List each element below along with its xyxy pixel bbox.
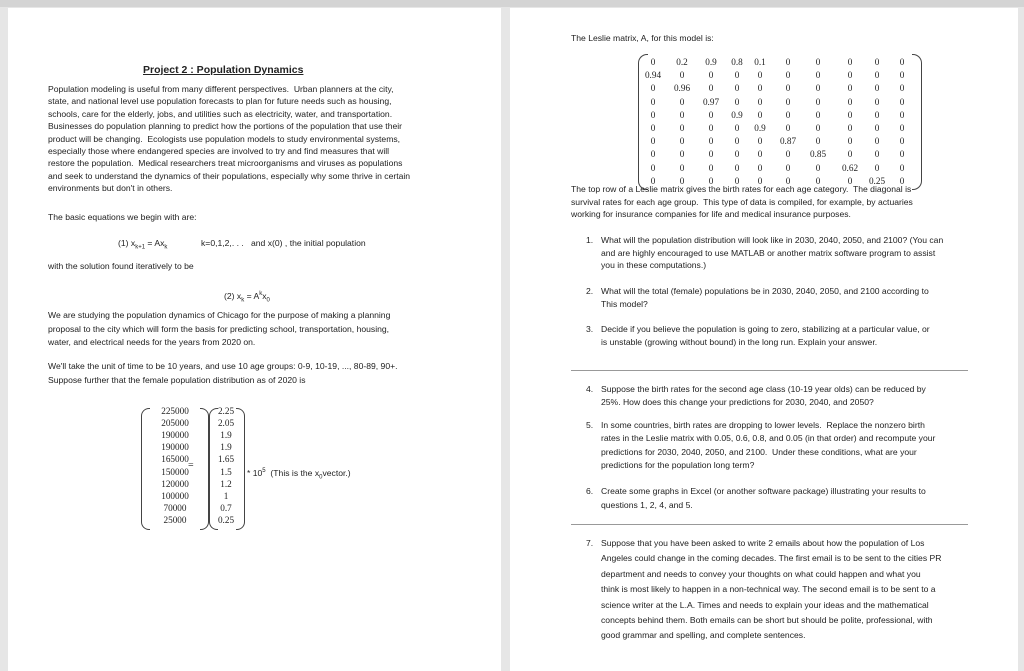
eq2-sub: k xyxy=(241,297,245,304)
matrix-cell: 0.8 xyxy=(731,57,743,67)
matrix-cell: 0.96 xyxy=(673,83,691,94)
matrix-cell: 0 xyxy=(815,175,821,186)
question-number: 5. xyxy=(586,420,594,430)
text-line: proposal to the city which will form the basis for predicting school, transportation, housing, xyxy=(48,323,390,334)
text-line: survival rates for each age group. This type of data is compiled, for example, by actuaries xyxy=(571,196,913,207)
question-line: science writer at the L.A. Times and needs to explain your ideas and the mathematical xyxy=(601,599,929,610)
matrix-cell: 0 xyxy=(757,175,763,186)
matrix-cell: 0 xyxy=(874,162,880,173)
question-line: good grammar and spelling, and complete sentences. xyxy=(601,630,806,641)
matrix-cell: 0 xyxy=(874,83,880,94)
scaled-vector-entry: 1.65 xyxy=(217,454,235,465)
matrix-cell: 0 xyxy=(734,175,740,186)
matrix-cell: 0 xyxy=(785,70,791,81)
scaled-vector-entry: 1.9 xyxy=(220,442,232,453)
question-line: is unstable (growing without bound) in the long run. Explain your answer. xyxy=(601,336,878,347)
vector-entry: 100000 xyxy=(161,490,189,501)
note-sub: 0 xyxy=(319,474,323,481)
matrix-cell: 0 xyxy=(815,83,821,94)
matrix-cell: 0 xyxy=(815,136,821,147)
question-line: In some countries, birth rates are dropping to lower levels. Replace the nonzero birth xyxy=(601,420,925,430)
question-line: Suppose that you have been asked to write 2 emails about how the population of Los xyxy=(601,538,925,548)
text-line: We'll take the unit of time to be 10 years, and use 10 age groups: 0-9, 10-19, ..., 80-89, 90+. xyxy=(48,361,398,371)
matrix-cell: 0 xyxy=(815,109,821,120)
eq2-sub2: 0 xyxy=(266,297,270,304)
right-paren xyxy=(236,408,245,530)
matrix-cell: 0 xyxy=(757,162,763,173)
text-line: water, and electrical needs for the years from 2020 on. xyxy=(48,337,256,347)
right-paren xyxy=(200,408,209,530)
matrix-cell: 0.9 xyxy=(705,57,717,67)
question-number: 7. xyxy=(586,538,594,548)
matrix-cell: 0 xyxy=(734,96,740,107)
matrix-cell: 0 xyxy=(899,96,905,107)
matrix-cell: 0.9 xyxy=(731,109,743,120)
scaled-vector-entry: 1.2 xyxy=(220,478,232,489)
note-text: (This is the x xyxy=(270,467,320,478)
matrix-cell: 0 xyxy=(899,162,905,173)
matrix-cell: 0 xyxy=(874,123,880,133)
matrix-cell: 0 xyxy=(679,149,685,160)
matrix-cell: 0 xyxy=(679,136,685,147)
viewer-top-bar xyxy=(0,0,1024,7)
scaled-vector-entry: 1 xyxy=(223,490,229,501)
question-line: questions 1, 2, 4, and 5. xyxy=(601,499,693,510)
matrix-cell: 0 xyxy=(815,123,821,133)
question-line: predictions for the population long term? xyxy=(601,459,755,470)
scale-base: * 10 xyxy=(247,467,263,478)
vector-entry: 25000 xyxy=(163,514,187,525)
page-title: Project 2 : Population Dynamics xyxy=(143,64,304,76)
equation-1-condition: and x(0) , the initial population xyxy=(251,238,366,248)
matrix-cell: 0 xyxy=(874,109,880,120)
note-text-end: vector.) xyxy=(322,467,351,478)
matrix-cell: 0 xyxy=(815,162,821,173)
matrix-cell: 0 xyxy=(847,57,853,67)
question-line: 25%. How does this change your predictions for 2030, 2040, and 2050? xyxy=(601,396,874,407)
text-line: product will be changing. Ecologists use population models to study environmental systems, xyxy=(48,133,401,144)
matrix-cell: 0 xyxy=(899,149,905,160)
matrix-cell: 0 xyxy=(899,136,905,147)
matrix-intro: The Leslie matrix, A, for this model is: xyxy=(571,33,714,43)
left-paren xyxy=(141,408,150,530)
text-line: environments but don't in others. xyxy=(48,183,173,194)
matrix-cell: 0 xyxy=(650,83,656,94)
basic-equations-intro: The basic equations we begin with are: xyxy=(48,212,197,222)
eq1-sub2: k xyxy=(164,244,168,251)
question-line: you in these computations.) xyxy=(601,260,707,270)
matrix-cell: 0 xyxy=(708,109,714,120)
matrix-cell: 0.1 xyxy=(754,57,766,67)
matrix-cell: 0 xyxy=(785,57,791,67)
eq2-mid: = A xyxy=(244,290,260,301)
matrix-cell: 0 xyxy=(708,70,714,81)
matrix-cell: 0 xyxy=(899,57,905,67)
matrix-cell: 0.9 xyxy=(754,123,766,133)
matrix-cell: 0 xyxy=(899,70,905,81)
equation-2 xyxy=(224,289,270,307)
matrix-cell: 0 xyxy=(874,96,880,107)
matrix-cell: 0 xyxy=(679,162,685,173)
matrix-cell: 0 xyxy=(650,57,656,67)
matrix-cell: 0 xyxy=(785,162,791,173)
text-line: Businesses do population planning to predict how the portions of the population that use their xyxy=(48,121,403,132)
eq1-label: (1) x xyxy=(118,238,136,248)
matrix-cell: 0 xyxy=(874,57,880,67)
equals-sign: = xyxy=(188,460,194,471)
question-line: rates in the Leslie matrix with 0.05, 0.6, 0.8, and 0.05 (in that order) and recompute your xyxy=(601,433,936,444)
question-line: Create some graphs in Excel (or another software package) illustrating your results to xyxy=(601,486,926,496)
eq2-x: x xyxy=(262,290,267,301)
matrix-cell: 0 xyxy=(757,96,763,107)
matrix-cell: 0 xyxy=(708,175,714,186)
question-line: predictions for 2030, 2040, 2050, and 2100. Under these conditions, what are your xyxy=(601,446,917,457)
matrix-cell: 0.2 xyxy=(676,57,688,67)
scale-exponent: 5 xyxy=(262,468,266,474)
matrix-cell: 0 xyxy=(815,96,821,107)
divider xyxy=(571,370,968,371)
vector-note xyxy=(247,466,351,484)
matrix-cell: 0 xyxy=(847,175,853,186)
matrix-cell: 0.85 xyxy=(809,149,827,160)
question-number: 4. xyxy=(586,384,594,394)
matrix-cell: 0 xyxy=(815,70,821,81)
matrix-cell: 0 xyxy=(785,109,791,120)
text-line: Population modeling is useful from many different perspectives. Urban planners at the city, xyxy=(48,84,394,94)
matrix-cell: 0 xyxy=(847,96,853,107)
matrix-cell: 0 xyxy=(708,83,714,94)
matrix-cell: 0 xyxy=(708,136,714,147)
matrix-cell: 0 xyxy=(899,83,905,94)
matrix-cell: 0 xyxy=(874,70,880,81)
matrix-cell: 0 xyxy=(847,83,853,94)
matrix-cell: 0 xyxy=(650,136,656,147)
divider xyxy=(571,524,968,525)
vector-entry: 205000 xyxy=(161,418,189,429)
matrix-cell: 0 xyxy=(899,109,905,120)
eq2-label: (2) x xyxy=(224,290,242,301)
matrix-cell: 0 xyxy=(679,175,685,186)
matrix-cell: 0 xyxy=(650,175,656,186)
matrix-cell: 0 xyxy=(734,162,740,173)
text-line: The top row of a Leslie matrix gives the birth rates for each age category. The diagonal is xyxy=(571,184,912,194)
matrix-cell: 0 xyxy=(757,149,763,160)
eq1-sub: k+1 xyxy=(135,244,146,251)
scaled-vector-entry: 0.7 xyxy=(220,502,232,513)
matrix-cell: 0 xyxy=(734,123,740,133)
vector-entry: 190000 xyxy=(161,442,189,453)
question-number: 3. xyxy=(586,324,594,334)
matrix-right-paren xyxy=(912,54,922,190)
vector-entry: 150000 xyxy=(161,466,189,477)
text-line: and seek to understand the dynamics of their populations, especially why some thrive in certain xyxy=(48,170,411,181)
matrix-cell: 0 xyxy=(650,123,656,133)
matrix-cell: 0 xyxy=(785,175,791,186)
matrix-cell: 0 xyxy=(785,83,791,94)
equation-1-range: k=0,1,2,. . . xyxy=(201,238,244,248)
matrix-cell: 0 xyxy=(757,136,763,147)
scaled-vector-entry: 2.25 xyxy=(217,406,235,416)
text-line: restore the population. Medical researchers treat microorganisms and viruses as populations xyxy=(48,158,403,169)
matrix-cell: 0 xyxy=(785,149,791,160)
matrix-cell: 0 xyxy=(650,96,656,107)
matrix-cell: 0 xyxy=(785,96,791,107)
matrix-cell: 0 xyxy=(757,109,763,120)
matrix-cell: 0 xyxy=(679,109,685,120)
matrix-cell: 0 xyxy=(734,136,740,147)
matrix-cell: 0.25 xyxy=(868,175,886,186)
vector-entry: 190000 xyxy=(161,430,189,441)
eq2-sup: k xyxy=(259,291,263,297)
text-line: state, and national level use population forecasts to plan for future needs such as housing, xyxy=(48,96,392,107)
solution-intro: with the solution found iteratively to be xyxy=(48,261,194,271)
left-paren xyxy=(209,408,218,530)
matrix-cell: 0 xyxy=(874,149,880,160)
vector-entry: 165000 xyxy=(161,454,189,465)
question-number: 2. xyxy=(586,286,594,296)
matrix-cell: 0 xyxy=(679,96,685,107)
question-number: 6. xyxy=(586,486,594,496)
matrix-cell: 0 xyxy=(899,123,905,133)
matrix-cell: 0 xyxy=(874,136,880,147)
matrix-cell: 0 xyxy=(734,149,740,160)
text-line: schools, care for the elderly, jobs, and utilities such as electricity, water, and transportation. xyxy=(48,108,393,119)
question-line: What will the total (female) populations be in 2030, 2040, 2050, and 2100 according to xyxy=(601,286,929,296)
question-line: department and needs to convey your thoughts on what could happen and what you xyxy=(601,568,921,579)
scaled-vector-entry: 2.05 xyxy=(217,418,235,429)
matrix-cell: 0 xyxy=(785,123,791,133)
text-line: especially those where endangered species are involved to try and find measures that will xyxy=(48,146,390,156)
document-page-1 xyxy=(8,8,501,671)
eq1-mid: = Ax xyxy=(145,238,165,248)
text-line: We are studying the population dynamics of Chicago for the purpose of making a planning xyxy=(48,310,391,320)
matrix-cell: 0 xyxy=(815,57,821,67)
equation-1 xyxy=(118,238,167,254)
vector-entry: 225000 xyxy=(161,406,189,416)
matrix-cell: 0 xyxy=(757,83,763,94)
matrix-cell: 0 xyxy=(650,149,656,160)
matrix-cell: 0 xyxy=(708,123,714,133)
question-line: Suppose the birth rates for the second age class (10-19 year olds) can be reduced by xyxy=(601,384,926,394)
question-line: and are highly encouraged to use MATLAB or another matrix software program to assist xyxy=(601,247,936,258)
matrix-cell: 0.62 xyxy=(841,162,859,173)
text-line: working for insurance companies for life and medical insurance purposes. xyxy=(571,209,851,220)
scaled-vector-entry: 1.5 xyxy=(220,466,232,477)
matrix-cell: 0 xyxy=(650,162,656,173)
question-line: What will the population distribution will look like in 2030, 2040, 2050, and 2100? (You can xyxy=(601,235,944,245)
matrix-cell: 0 xyxy=(708,149,714,160)
matrix-cell: 0 xyxy=(734,83,740,94)
vector-entry: 120000 xyxy=(161,478,189,489)
matrix-cell: 0 xyxy=(899,175,905,186)
scaled-vector-entry: 1.9 xyxy=(220,430,232,441)
matrix-cell: 0 xyxy=(847,149,853,160)
text-line: Suppose further that the female population distribution as of 2020 is xyxy=(48,375,306,385)
matrix-cell: 0 xyxy=(757,70,763,81)
matrix-cell: 0 xyxy=(847,136,853,147)
matrix-cell: 0 xyxy=(847,123,853,133)
matrix-cell: 0.94 xyxy=(644,70,662,81)
question-number: 1. xyxy=(586,235,594,245)
matrix-cell: 0 xyxy=(734,70,740,81)
scaled-vector-entry: 0.25 xyxy=(217,514,235,525)
document-page-2 xyxy=(510,8,1018,671)
matrix-cell: 0 xyxy=(847,109,853,120)
matrix-cell: 0 xyxy=(679,70,685,81)
question-line: Decide if you believe the population is going to zero, stabilizing at a particular value, or xyxy=(601,324,930,334)
matrix-cell: 0.97 xyxy=(702,96,720,107)
question-line: concepts behind them. Both emails can be short but should be polite, professional, with xyxy=(601,615,933,625)
vector-entry: 70000 xyxy=(163,502,187,513)
matrix-cell: 0 xyxy=(679,123,685,133)
matrix-cell: 0 xyxy=(650,109,656,120)
matrix-cell: 0.87 xyxy=(779,136,797,147)
question-line: think is most likely to happen in a non-technical way. The second email is to be sent to a xyxy=(601,584,936,595)
matrix-cell: 0 xyxy=(847,70,853,81)
question-line: Angeles could change in the coming decades. The first email is to be sent to the cities PR xyxy=(601,553,942,564)
matrix-cell: 0 xyxy=(708,162,714,173)
question-line: This model? xyxy=(601,298,648,309)
